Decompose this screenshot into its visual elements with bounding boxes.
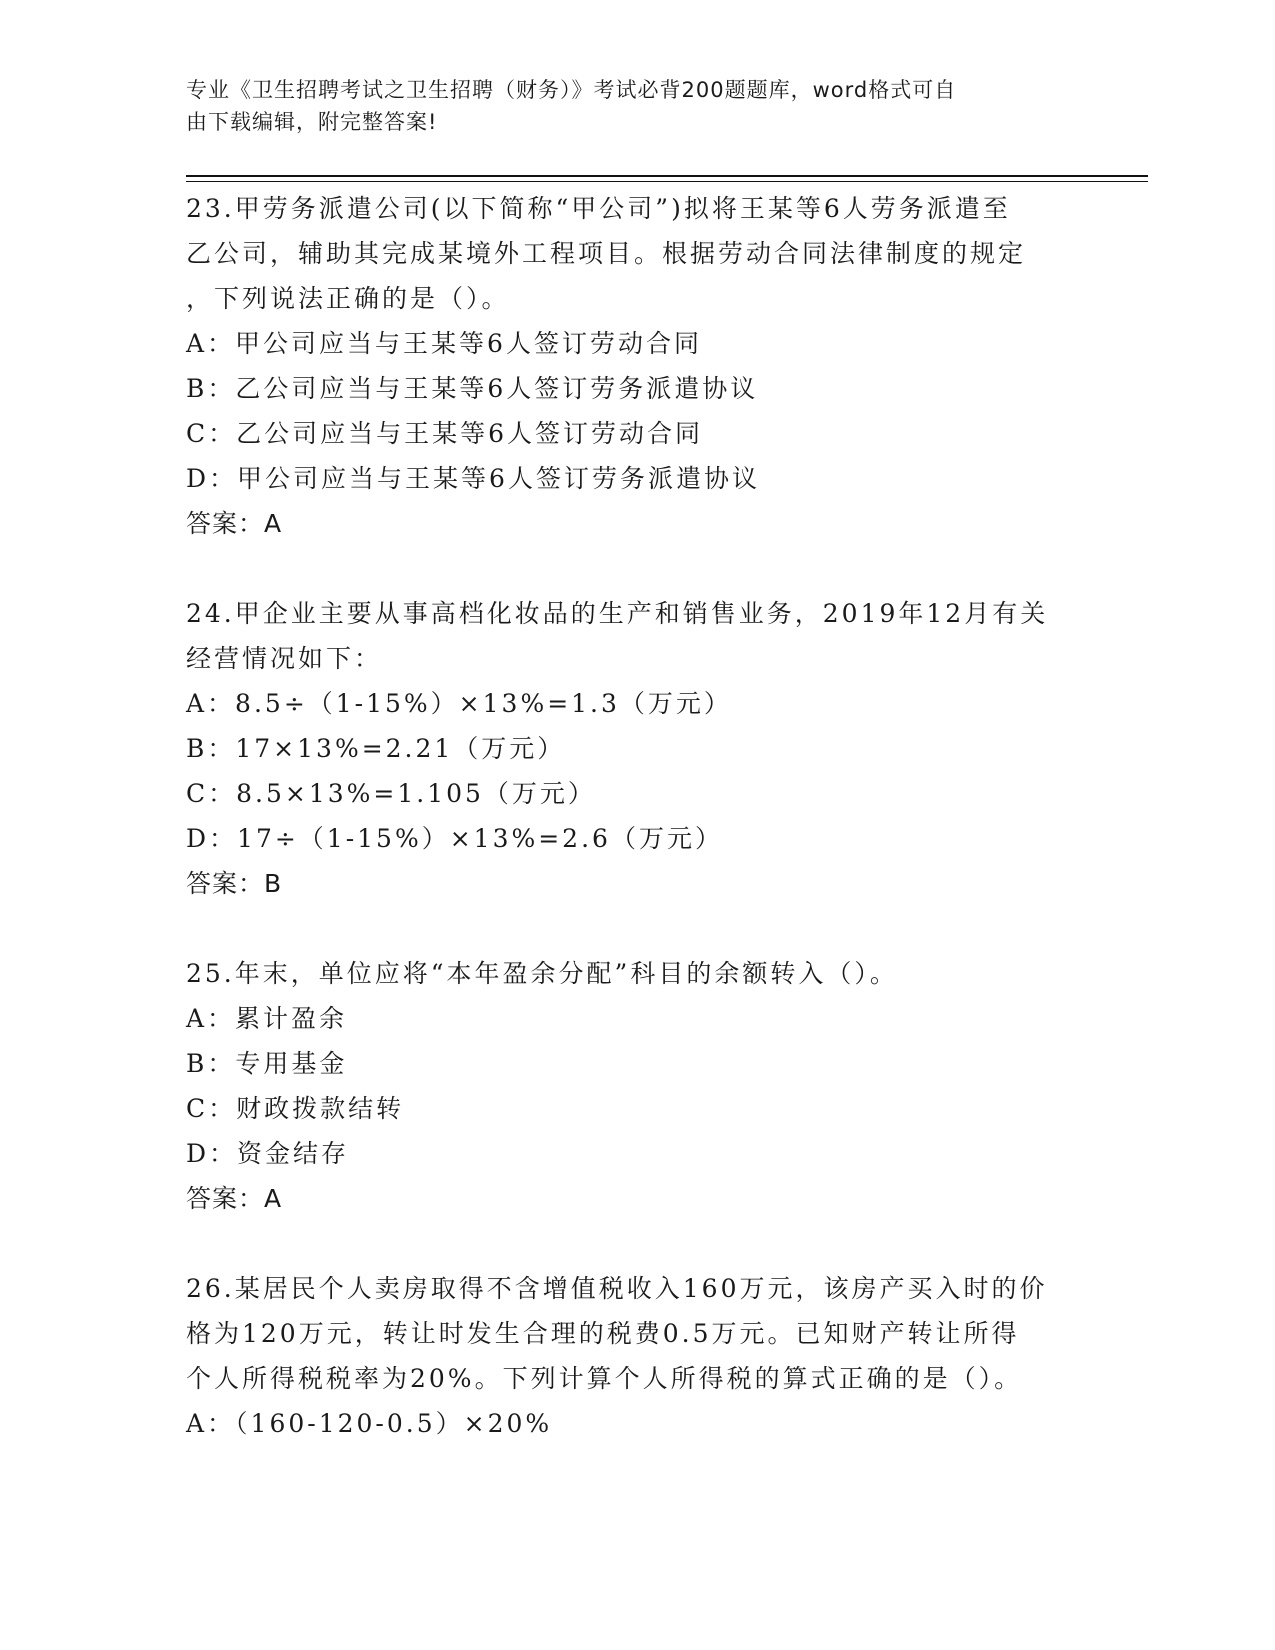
question-stem <box>186 591 1086 681</box>
question-stem <box>186 1266 1086 1401</box>
option-b: B：乙公司应当与王某等6人签订劳务派遣协议 <box>186 374 759 403</box>
option-c: C：8.5×13%=1.105（万元） <box>186 779 596 808</box>
header-line-1: 专业《卫生招聘考试之卫生招聘（财务）》考试必背200题题库，word格式可自 <box>186 78 957 102</box>
header-line-2: 由下载编辑，附完整答案! <box>186 110 438 134</box>
answer: 答案：B <box>186 869 283 898</box>
option-a: A：累计盈余 <box>186 1004 348 1033</box>
question-stem <box>186 186 1086 321</box>
question-stem <box>186 951 1086 996</box>
stem-line: 乙公司，辅助其完成某境外工程项目。根据劳动合同法律制度的规定 <box>186 239 1027 268</box>
option-a: A：甲公司应当与王某等6人签订劳动合同 <box>186 329 702 358</box>
question-23 <box>186 186 1086 546</box>
header-divider-thick <box>186 175 1148 177</box>
option-b: B：17×13%=2.21（万元） <box>186 734 566 763</box>
option-d: D：资金结存 <box>186 1139 350 1168</box>
stem-line: 经营情况如下： <box>186 644 383 673</box>
option-a: A：8.5÷（1-15%）×13%=1.3（万元） <box>186 689 732 718</box>
stem-line: 24.甲企业主要从事高档化妆品的生产和销售业务，2019年12月有关 <box>186 599 1049 628</box>
option-a: A：（160-120-0.5）×20% <box>186 1409 553 1438</box>
option-b: B：专用基金 <box>186 1049 348 1078</box>
question-26 <box>186 1266 1086 1446</box>
stem-line: ，下列说法正确的是（）。 <box>186 284 510 313</box>
answer: 答案：A <box>186 509 283 538</box>
stem-line: 26.某居民个人卖房取得不含增值税收入160万元，该房产买入时的价 <box>186 1274 1048 1303</box>
question-list <box>186 186 1086 1491</box>
question-24 <box>186 591 1086 906</box>
header-divider-thin <box>186 181 1148 182</box>
stem-line: 23.甲劳务派遣公司(以下简称“甲公司”)拟将王某等6人劳务派遣至 <box>186 194 1011 223</box>
stem-line: 格为120万元，转让时发生合理的税费0.5万元。已知财产转让所得 <box>186 1319 1020 1348</box>
option-d: D：甲公司应当与王某等6人签订劳务派遣协议 <box>186 464 760 493</box>
option-d: D：17÷（1-15%）×13%=2.6（万元） <box>186 824 723 853</box>
question-25 <box>186 951 1086 1221</box>
stem-line: 25.年末，单位应将“本年盈余分配”科目的余额转入（）。 <box>186 959 898 988</box>
stem-line: 个人所得税税率为20%。下列计算个人所得税的算式正确的是（）。 <box>186 1364 1023 1393</box>
option-c: C：乙公司应当与王某等6人签订劳动合同 <box>186 419 704 448</box>
option-c: C：财政拨款结转 <box>186 1094 405 1123</box>
document-header <box>186 74 1066 138</box>
answer: 答案：A <box>186 1184 283 1213</box>
